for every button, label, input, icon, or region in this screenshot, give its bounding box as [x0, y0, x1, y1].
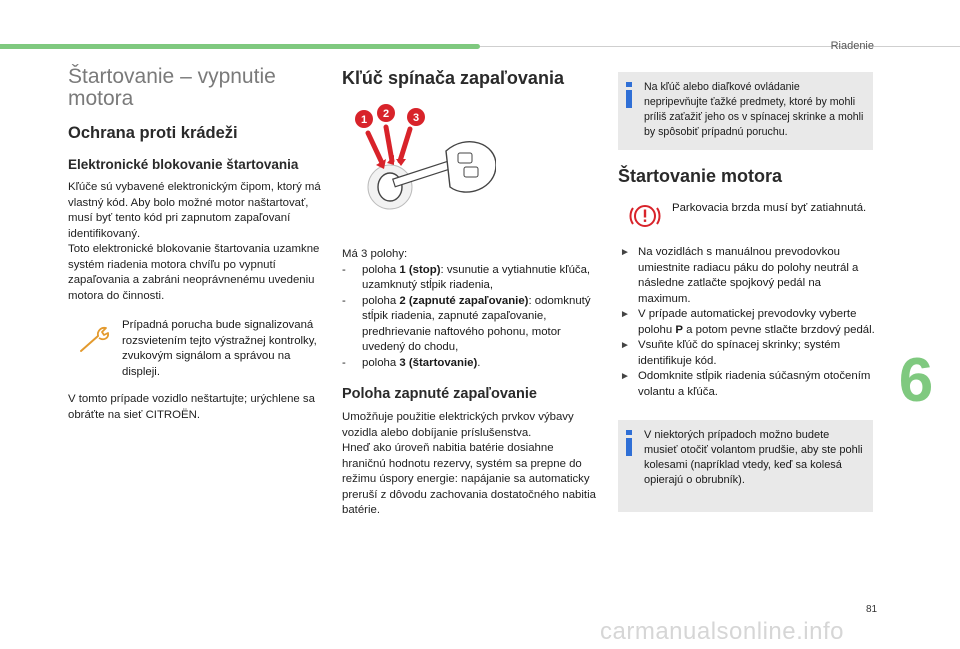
info-icon — [624, 430, 634, 461]
paragraph: V tomto prípade vozidlo neštartujte; urýchlene sa obráťte na sieť CITROËN. — [68, 393, 315, 421]
arrow-bullet-icon: ► — [620, 247, 630, 258]
warning-text: Parkovacia brzda musí byť zatiahnutá. — [672, 202, 867, 214]
info-text: V niektorých prípadoch možno budete musieť otočiť volantom prudšie, aby ste pohli kolesami (napríklad vtedy, keď sa kolesá opierajú o obrubník). — [644, 429, 863, 486]
list-item: - poloha 3 (štartovanie). — [342, 356, 600, 372]
ignition-key-illustration — [346, 103, 496, 235]
info-box — [618, 420, 873, 512]
wrench-icon — [68, 318, 122, 380]
column-right — [618, 72, 876, 512]
service-note — [68, 318, 326, 380]
position-label-3: 3 — [412, 112, 420, 124]
info-text: Na kľúč alebo diaľkové ovládanie nepripevňujte ťažké predmety, ktoré by mohli príliš zaťažiť jeho os v spínacej skrinke a mohli by spôsobiť prípadnú poruchu. — [644, 81, 864, 138]
positions-intro: Má 3 polohy: — [342, 248, 408, 260]
list-item: ► Vsuňte kľúč do spínacej skrinky; systém identifikuje kód. — [620, 339, 841, 367]
positions-list — [342, 263, 600, 372]
arrow-bullet-icon: ► — [620, 340, 630, 351]
note-text: Prípadná porucha bude signalizovaná rozsvietením tejto výstražnej kontrolky, zvukovým signálom a správou na displeji. — [122, 319, 317, 378]
list-item: ► Odomknite stĺpik riadenia súčasným otočením volantu a kľúča. — [620, 370, 871, 398]
heading-antitheft: Ochrana proti krádeži — [68, 124, 238, 142]
column-left — [68, 66, 326, 423]
section-title: Štartovanie – vypnutie motora — [68, 65, 276, 110]
steps-list — [618, 245, 876, 400]
info-box — [618, 72, 873, 150]
list-item: - poloha 1 (stop): vsunutie a vytiahnutie kľúča, uzamknutý stĺpik riadenia, — [342, 263, 600, 294]
paragraph: Kľúče sú vybavené elektronickým čipom, ktorý má vlastný kód. Aby bolo možné motor naštartovať, musí byť tento kód pri zapnutom zapaľovaní identifikovaný. — [68, 181, 321, 240]
list-item: ► Na vozidlách s manuálnou prevodovkou umiestnite radiacu páku do polohy neutrál a následne zatlačte spojkový pedál na maximum. — [620, 246, 859, 305]
heading-immobiliser: Elektronické blokovanie štartovania — [68, 157, 299, 172]
position-label-2: 2 — [382, 108, 390, 120]
paragraph: Hneď ako úroveň nabitia batérie dosiahne hraničnú hodnotu rezervy, systém sa prepne do režimu úspory energie: napájanie sa automaticky preruší z dôvodu zachovania dostatočného nabitia batérie. — [342, 442, 596, 516]
chapter-title: Riadenie — [830, 40, 874, 52]
header-rule — [480, 46, 960, 47]
list-item: - poloha 2 (zapnuté zapaľovanie): odomknutý stĺpik riadenia, zapnuté zapaľovanie, predhrievanie naftového pohonu, motor uvedený do chodu, — [342, 294, 600, 356]
info-icon — [624, 82, 634, 113]
arrow-bullet-icon: ► — [620, 371, 630, 382]
arrow-bullet-icon: ► — [620, 309, 630, 320]
heading-starting-engine: Štartovanie motora — [618, 166, 783, 186]
paragraph: Umožňuje použitie elektrických prvkov výbavy vozidla alebo dobíjanie príslušenstva. — [342, 411, 574, 439]
heading-ignition-on: Poloha zapnuté zapaľovanie — [342, 386, 537, 402]
header-accent-bar — [0, 44, 480, 49]
watermark: carmanualsonline.info — [600, 618, 844, 645]
column-middle — [342, 66, 600, 519]
page-number: 81 — [866, 604, 878, 615]
heading-ignition-key: Kľúč spínača zapaľovania — [342, 68, 564, 88]
chapter-tab-number: 6 — [898, 346, 934, 415]
position-label-1: 1 — [360, 114, 368, 126]
warning-circle-icon — [618, 201, 672, 231]
paragraph: Toto elektronické blokovanie štartovania uzamkne systém riadenia motora chvíľu po vypnutí zapaľovania a zabráni neoprávnenému uvedeniu motora do činnosti. — [68, 243, 320, 302]
warning-note — [618, 201, 876, 231]
list-item: ► V prípade automatickej prevodovky vyberte polohu P a potom pevne stlačte brzdový pedál. — [620, 308, 875, 336]
